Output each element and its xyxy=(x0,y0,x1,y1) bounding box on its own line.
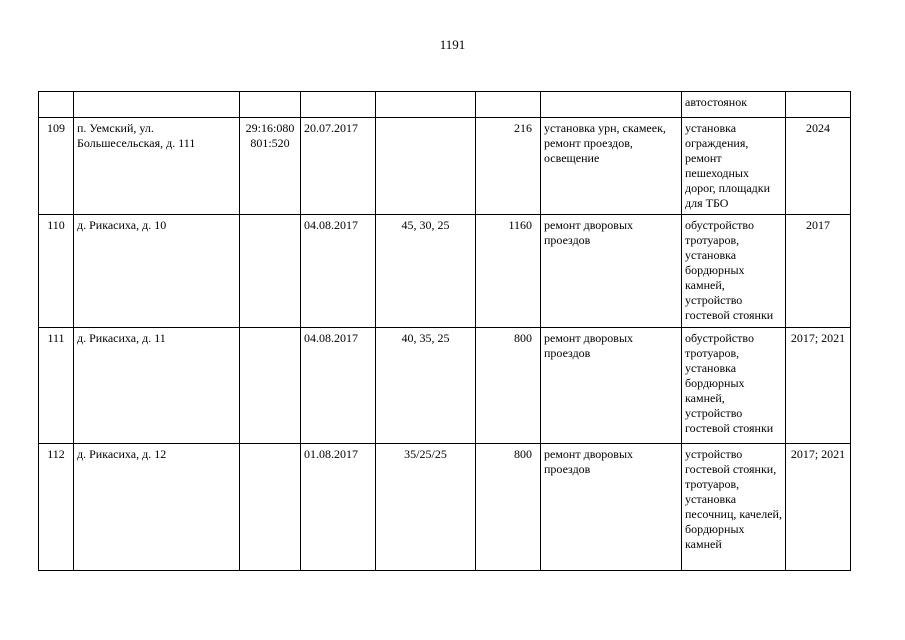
table-row-continued xyxy=(39,92,851,118)
cell-works xyxy=(541,92,682,118)
cell-num: 112 xyxy=(39,444,74,571)
cell-num: 109 xyxy=(39,118,74,215)
cell-date: 20.07.2017 xyxy=(301,118,376,215)
cell-works: ремонт дворовых проездов xyxy=(541,444,682,571)
cell-area: 800 xyxy=(476,328,541,444)
cell-dims: 35/25/25 xyxy=(376,444,476,571)
cell-date: 04.08.2017 xyxy=(301,215,376,328)
cell-address: п. Уемский, ул. Большесельская, д. 111 xyxy=(74,118,240,215)
cell-extra-works: устройство гостевой стоянки, тротуаров, установка песочниц, качелей, бордюрных камней xyxy=(682,444,786,571)
table-row xyxy=(39,444,851,571)
cell-date xyxy=(301,92,376,118)
cell-works: ремонт дворовых проездов xyxy=(541,215,682,328)
cell-address xyxy=(74,92,240,118)
cell-years: 2017; 2021 xyxy=(786,328,851,444)
cell-address: д. Рикасиха, д. 12 xyxy=(74,444,240,571)
cell-years: 2017; 2021 xyxy=(786,444,851,571)
page-number: 1191 xyxy=(439,37,466,52)
cell-extra-works: обустройство тротуаров, установка бордюрных камней, устройство гостевой стоянки xyxy=(682,328,786,444)
cell-area: 1160 xyxy=(476,215,541,328)
cell-num xyxy=(39,92,74,118)
cell-address: д. Рикасиха, д. 10 xyxy=(74,215,240,328)
cell-num: 110 xyxy=(39,215,74,328)
cell-dims: 45, 30, 25 xyxy=(376,215,476,328)
cell-dims xyxy=(376,92,476,118)
cell-extra-works: установка ограждения, ремонт пешеходных дорог, площадки для ТБО xyxy=(682,118,786,215)
table-row xyxy=(39,118,851,215)
cell-cadastral xyxy=(240,92,301,118)
cell-years xyxy=(786,92,851,118)
cell-works: ремонт дворовых проездов xyxy=(541,328,682,444)
cell-years: 2017 xyxy=(786,215,851,328)
cell-dims xyxy=(376,118,476,215)
cell-date: 04.08.2017 xyxy=(301,328,376,444)
cell-dims: 40, 35, 25 xyxy=(376,328,476,444)
cell-cadastral xyxy=(240,328,301,444)
register-table xyxy=(38,91,851,571)
cell-area: 800 xyxy=(476,444,541,571)
cell-years: 2024 xyxy=(786,118,851,215)
cell-works: установка урн, скамеек, ремонт проездов, освещение xyxy=(541,118,682,215)
cell-cadastral xyxy=(240,215,301,328)
cell-area xyxy=(476,92,541,118)
table-row xyxy=(39,328,851,444)
cell-area: 216 xyxy=(476,118,541,215)
table-row xyxy=(39,215,851,328)
cell-date: 01.08.2017 xyxy=(301,444,376,571)
cell-extra-works: автостоянок xyxy=(682,92,786,118)
cell-address: д. Рикасиха, д. 11 xyxy=(74,328,240,444)
cell-extra-works: обустройство тротуаров, установка бордюрных камней, устройство гостевой стоянки xyxy=(682,215,786,328)
cell-cadastral xyxy=(240,444,301,571)
cell-cadastral: 29:16:080801:520 xyxy=(240,118,301,215)
cell-num: 111 xyxy=(39,328,74,444)
